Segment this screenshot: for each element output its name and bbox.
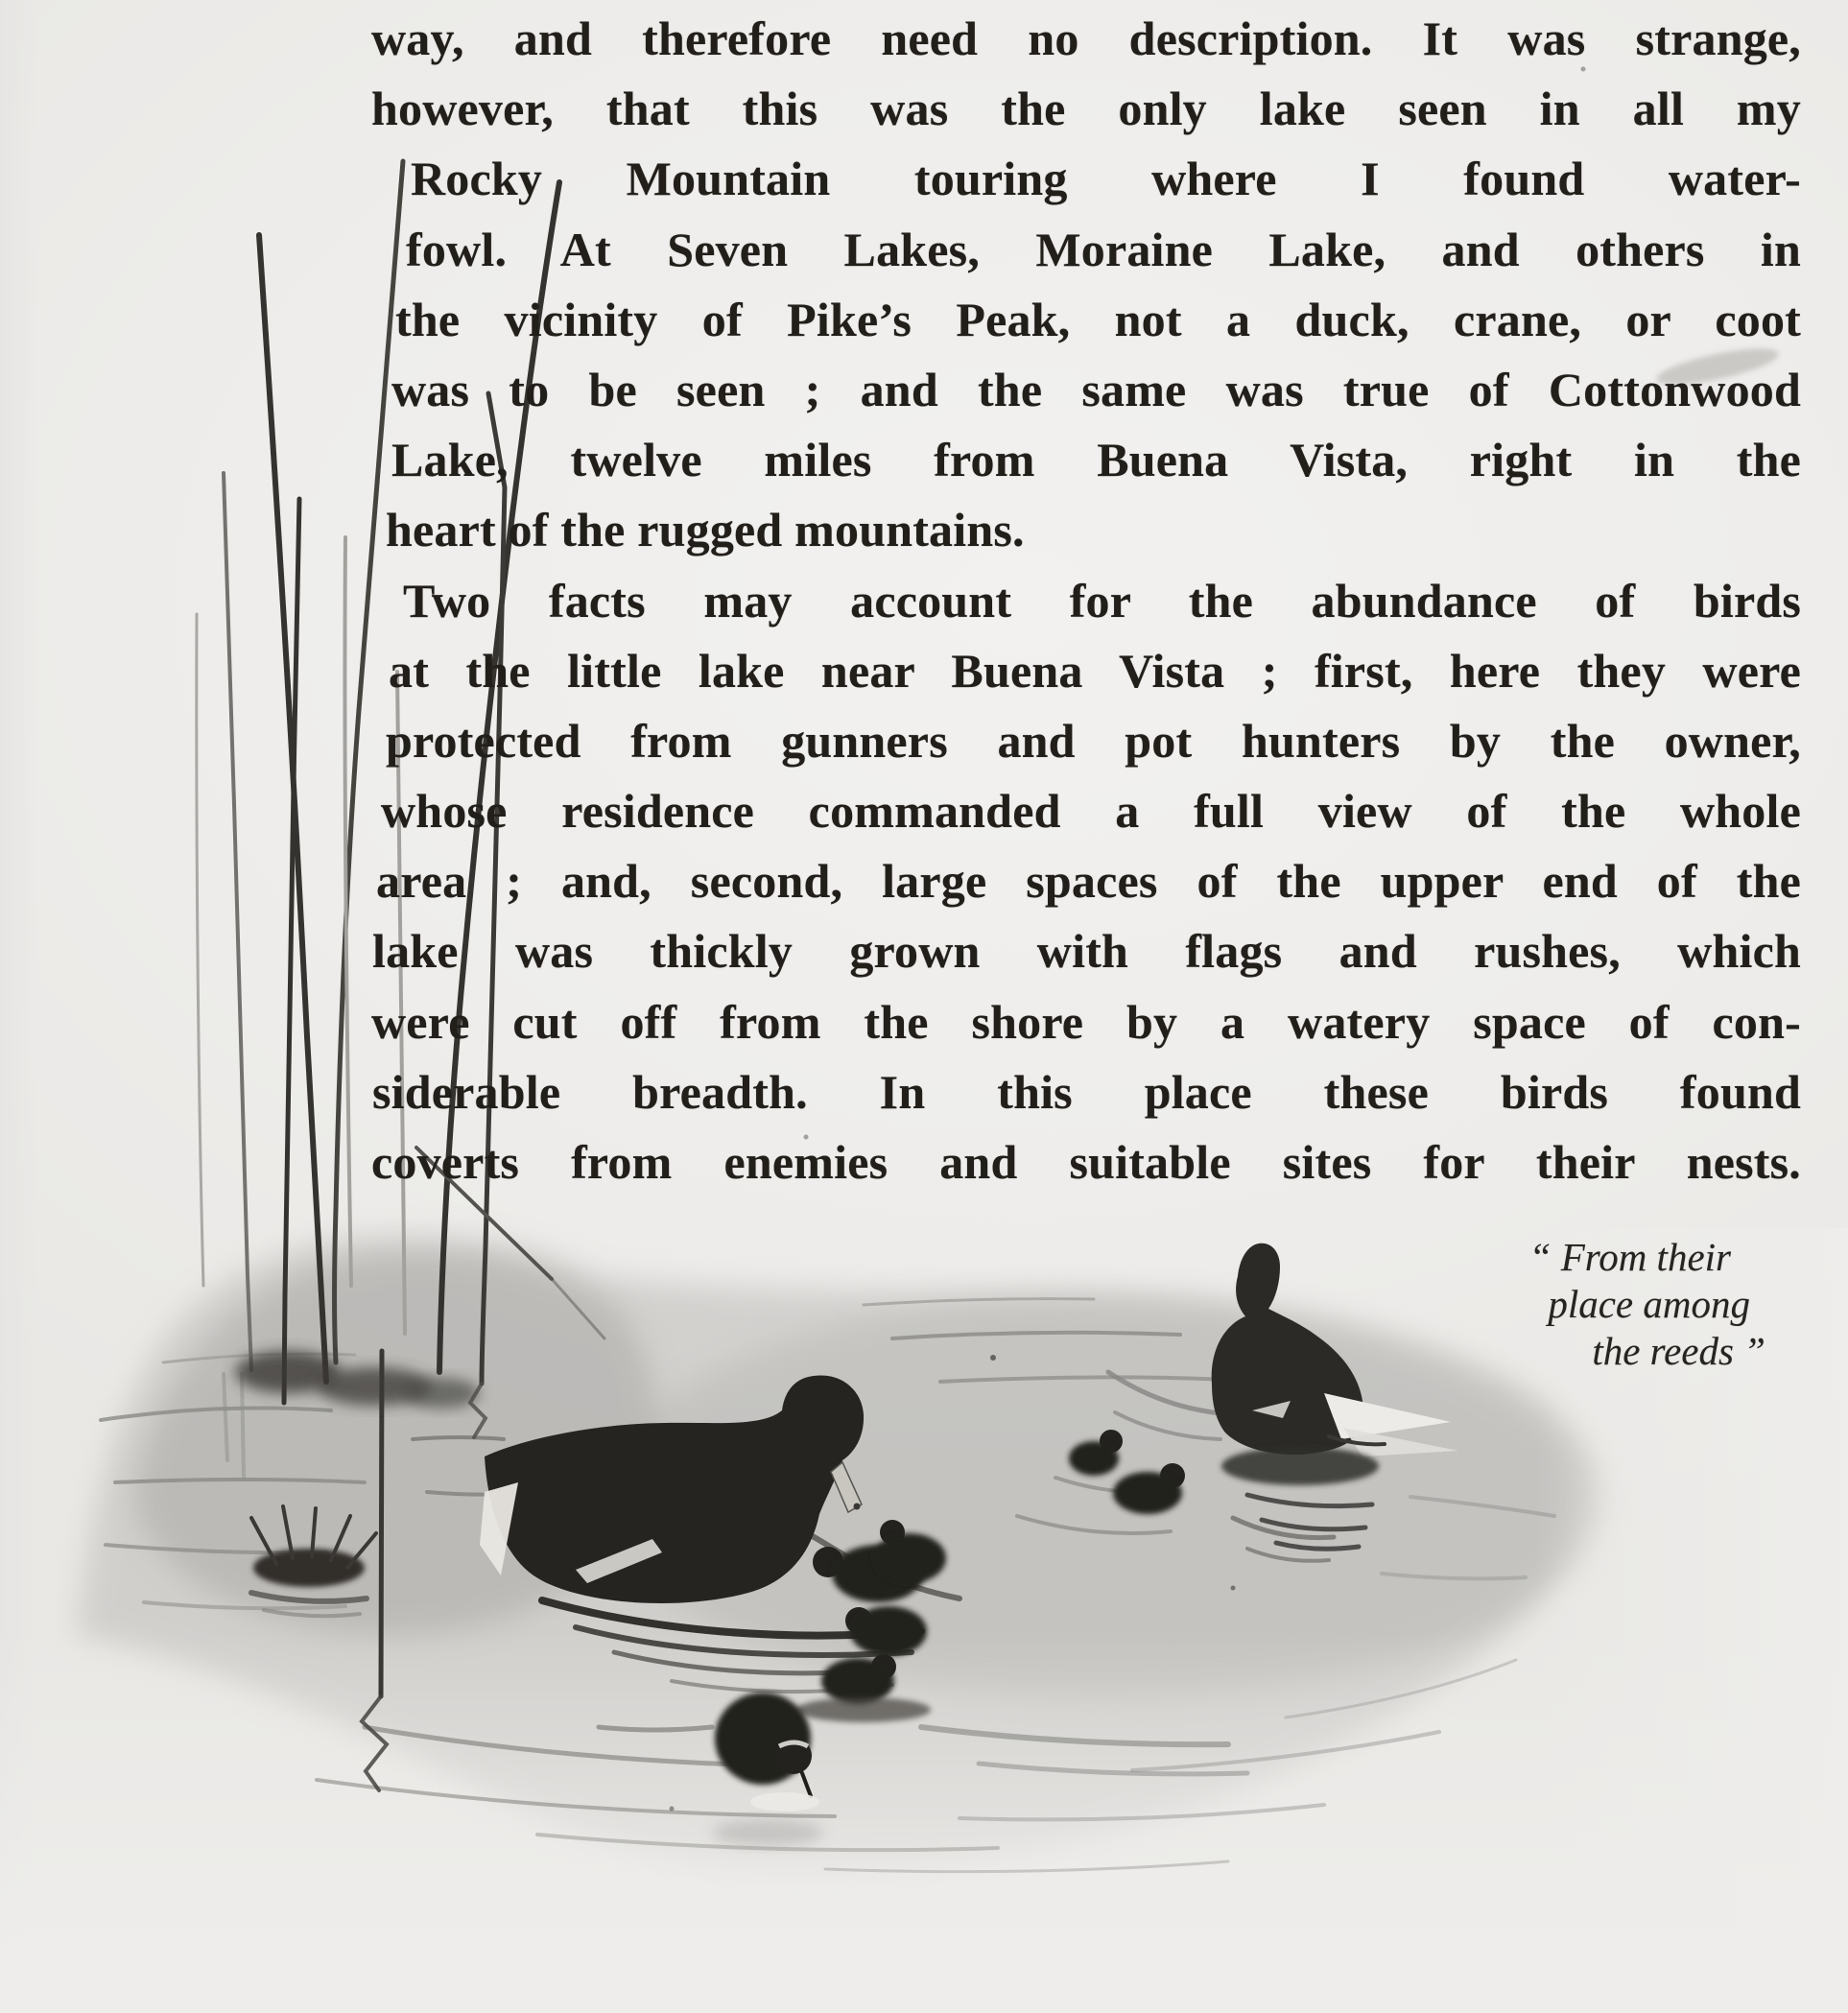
text-line: area ; and, second, large spaces of the upper end of the bbox=[376, 854, 1801, 909]
text-line: Two facts may account for the abundance of birds bbox=[403, 573, 1801, 628]
text-line: heart of the rugged mountains. bbox=[386, 503, 1025, 557]
text-line: way, and therefore need no description. It was strange, bbox=[371, 12, 1801, 65]
text-line: however, that this was the only lake seen in all my bbox=[371, 82, 1801, 136]
illustration-caption bbox=[1362, 1234, 1765, 1375]
text-line: Rocky Mountain touring where I found water- bbox=[411, 152, 1801, 206]
caption-line: “ From their bbox=[1528, 1235, 1731, 1279]
body-text bbox=[371, 4, 1801, 1197]
text-line: coverts from enemies and suitable sites for their nests. bbox=[371, 1135, 1801, 1189]
text-line: whose residence commanded a full view of the whole bbox=[381, 784, 1801, 839]
caption-line: place among bbox=[1548, 1282, 1750, 1326]
text-line: lake was thickly grown with flags and rushes, which bbox=[372, 924, 1801, 979]
text-line: was to be seen ; and the same was true of Cottonwood bbox=[391, 362, 1801, 416]
text-line: at the little lake near Buena Vista ; first, here they were bbox=[389, 643, 1801, 698]
text-line: Lake, twelve miles from Buena Vista, right in the bbox=[391, 433, 1801, 487]
text-line: the vicinity of Pike’s Peak, not a duck, crane, or coot bbox=[395, 292, 1801, 346]
text-line: protected from gunners and pot hunters by the owner, bbox=[386, 713, 1801, 768]
text-line: fowl. At Seven Lakes, Moraine Lake, and others in bbox=[406, 222, 1801, 276]
caption-line: the reeds ” bbox=[1592, 1329, 1765, 1373]
rear-coot-reflection bbox=[1221, 1447, 1379, 1485]
text-line: were cut off from the shore by a watery space of con- bbox=[371, 994, 1801, 1049]
text-line: siderable breadth. In this place these birds found bbox=[372, 1064, 1801, 1119]
